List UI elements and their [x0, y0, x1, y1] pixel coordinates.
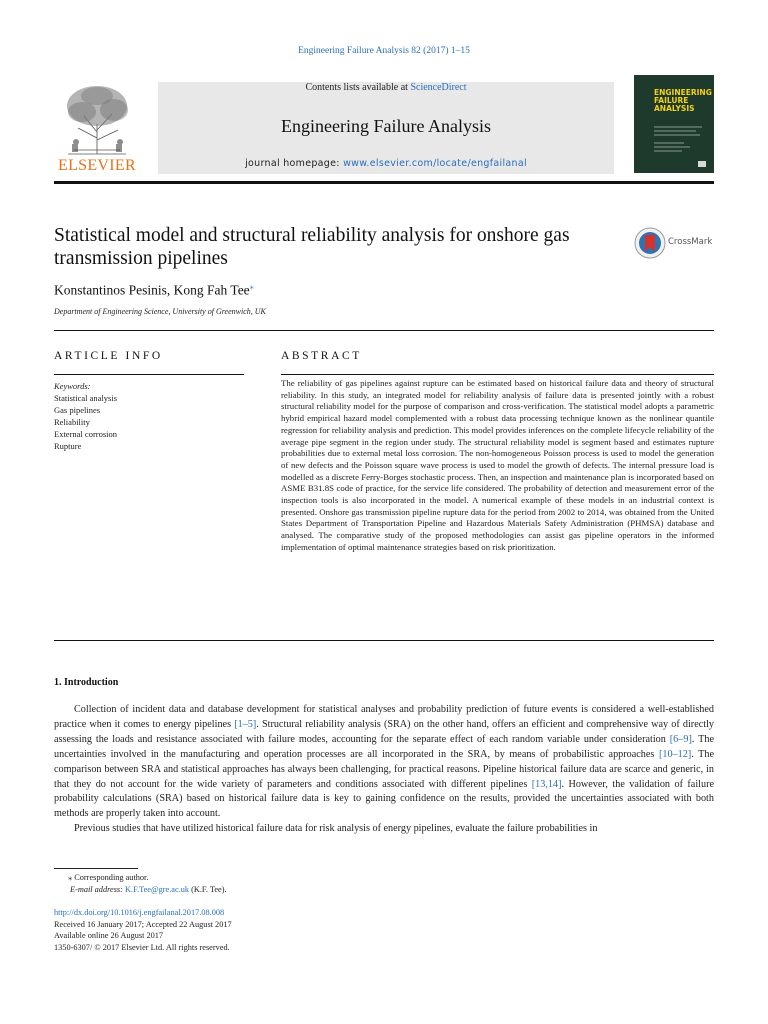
cover-title: [654, 89, 714, 113]
keyword: Gas pipelines: [54, 405, 101, 415]
abstract-rule: [281, 374, 714, 375]
email-suffix: (K.F. Tee).: [189, 884, 227, 894]
email-label: E-mail address:: [70, 884, 123, 894]
keyword: Rupture: [54, 441, 82, 451]
author-list: [54, 282, 254, 299]
affiliation: Department of Engineering Science, University of Greenwich, UK: [54, 307, 266, 316]
introduction-body: [54, 703, 714, 837]
footnote-corresponding: [54, 872, 714, 884]
article-info-heading: ARTICLE INFO: [54, 350, 163, 362]
sciencedirect-link[interactable]: ScienceDirect: [410, 82, 467, 93]
keyword: External corrosion: [54, 429, 118, 439]
text-run: Collection of incident data and database development for statistical analyses and probability prediction of future events is considered a well-established practice when it comes to energy pipelines: [54, 704, 714, 730]
paragraph: [54, 703, 714, 822]
paragraph: Previous studies that have utilized historical failure data for risk analysis of energy pipelines, evaluate the failure probabilities in: [74, 823, 598, 835]
journal-reference-link[interactable]: Engineering Failure Analysis 82 (2017) 1–15: [298, 46, 470, 56]
text-run: . The comparison between SRA and statistical approaches has always been challenging, for practical reasons. Pipeline historical failure data are scarce and generic, in that they do not account for the wide variety of parameters and conditions associated with different pipelines: [54, 748, 714, 790]
keyword: Statistical analysis: [54, 393, 118, 403]
header-rule: [54, 181, 714, 184]
title-rule: [54, 330, 714, 331]
journal-homepage: [158, 158, 614, 169]
cover-title-line: FAILURE: [654, 96, 689, 105]
keyword: Reliability: [54, 417, 90, 427]
contents-prefix: Contents lists available at: [305, 82, 411, 93]
footnote-rule: [54, 868, 138, 869]
homepage-prefix: journal homepage:: [245, 158, 344, 169]
homepage-link[interactable]: www.elsevier.com/locate/engfailanal: [343, 158, 527, 169]
online-date: Available online 26 August 2017: [54, 931, 164, 940]
abstract-text: The reliability of gas pipelines against rupture can be estimated based on historical failure data and theory of structural reliability. In this study, an integrated model for reliability analysis of failure data is presented jointly with a robust structural reliability model for the purpose of comparison and cross-verification. The statistical model adopts a parametric hybrid empirical hazard model complemented with a robust data processing technique known as the nonlinear quantile regression for reliability analysis and prediction. This model provides inferences on the complete lifecycle reliability of the average pipe segment in the region under study. The structural reliability model is segment based and estimates rupture probabilities due to external metal loss corrosion. The non-homogeneous Poisson process is used to model the generation of new defects and the Poisson square wave process is used to model the growth of defects. The internal pressure load is modelled as a discrete Ferry-Borges stochastic process. Then, an inspection and maintenance plan is incorporated based on ASME B31.8S code of practice, for the service life considered. The probability of detection and measurement error of the inspection tools is also incorporated in the model. A numerical example of these models in an industrial context is presented. Onshore gas transmission pipeline rupture data for the period from 2002 to 2014, was obtained from the United States Department of Transportation Pipeline and Hazardous Materials Safety Administration (PHMSA) database and analysed. The comparative study of the proposed methodologies can assist gas pipeline operators in the informed implementation of optimal maintenance strategies based on risk prioritization.: [281, 378, 714, 552]
received-dates: Received 16 January 2017; Accepted 22 August 2017: [54, 919, 232, 929]
crossmark-label[interactable]: CrossMark: [668, 237, 713, 247]
journal-title: Engineering Failure Analysis: [281, 116, 491, 136]
elsevier-wordmark: ELSEVIER: [58, 157, 136, 174]
corresponding-text: Corresponding author.: [74, 873, 149, 882]
abstract-end-rule: [54, 640, 714, 641]
publication-info: [54, 907, 714, 953]
citation-link[interactable]: [6–9]: [669, 733, 692, 745]
corresponding-author-mark[interactable]: ⁎: [249, 282, 254, 291]
section-heading-introduction: 1. Introduction: [54, 677, 119, 688]
footnotes: [54, 872, 714, 895]
abstract-heading: ABSTRACT: [281, 350, 362, 362]
article-title: Statistical model and structural reliability analysis for onshore gas transmission pipelines: [54, 225, 570, 269]
cover-decoration: [654, 125, 708, 169]
cover-title-line: ANALYSIS: [654, 104, 695, 113]
citation-link[interactable]: [13,14]: [531, 778, 562, 790]
email-link[interactable]: K.F.Tee@gre.ac.uk: [125, 884, 190, 894]
footnote-mark: ⁎: [68, 873, 73, 882]
article-info-rule: [54, 374, 244, 375]
cover-title-line: ENGINEERING: [654, 88, 712, 97]
keywords-block: [54, 380, 244, 452]
text-run: . Structural reliability analysis (SRA) on the other hand, offers an efficient and comprehensive way of directly assessing the loads and resistance associated with failure modes, accounting for the separate effect of each random variable under consideration: [54, 718, 714, 745]
crossmark-icon[interactable]: [634, 227, 666, 259]
citation-link[interactable]: [1–5]: [234, 718, 257, 730]
doi-link[interactable]: http://dx.doi.org/10.1016/j.engfailanal.2017.08.008: [54, 908, 225, 917]
contents-line: [158, 82, 614, 93]
authors: Konstantinos Pesinis, Kong Fah Tee: [54, 282, 250, 298]
citation-link[interactable]: [10–12]: [658, 748, 692, 760]
copyright: 1350-6307/ © 2017 Elsevier Ltd. All rights reserved.: [54, 942, 230, 952]
keywords-label: Keywords:: [54, 381, 91, 391]
text-run: . The uncertainties involved in the manufacturing and operation processes are all incorporated in the SRA, by means of probabilistic approaches: [54, 733, 715, 760]
footnote-email: [54, 884, 714, 896]
text-run: . However, the validation of failure probability calculations (SRA) based on historical failure data is key to gaining confidence on the results, provided the uncertainties associated with both methods are properly taken into account.: [54, 778, 715, 820]
